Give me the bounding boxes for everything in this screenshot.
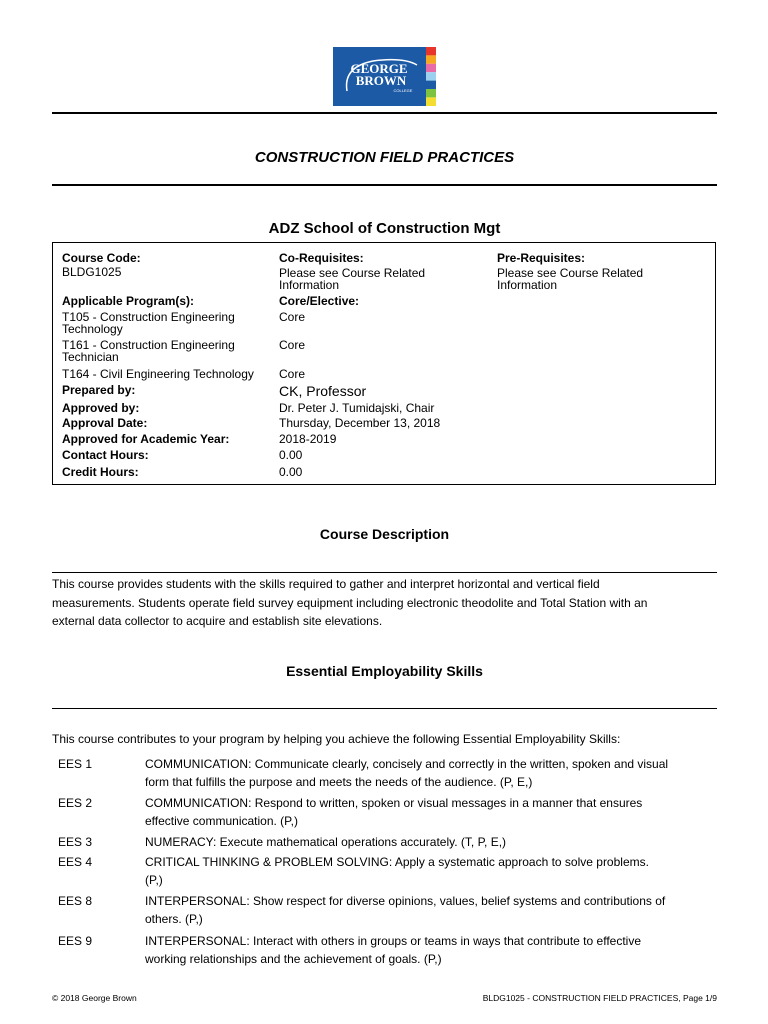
course-code-value: BLDG1025 — [62, 265, 122, 279]
program-3-type: Core — [279, 367, 306, 381]
credit-hours-label: Credit Hours: — [62, 465, 139, 479]
footer-copyright: © 2018 George Brown — [52, 993, 137, 1003]
ees-4-id: EES 4 — [58, 855, 93, 869]
program-1-type: Core — [279, 310, 306, 324]
ees-9-line1: INTERPERSONAL: Interact with others in groups or teams in ways that contribute to effective — [145, 934, 641, 948]
coreq-line1: Please see Course Related — [279, 266, 426, 280]
ees-2-id: EES 2 — [58, 796, 93, 810]
ees-1-id: EES 1 — [58, 757, 93, 771]
ees-4-line1: CRITICAL THINKING & PROBLEM SOLVING: Apply a systematic approach to solve problems. — [145, 855, 649, 869]
coreq-label: Co-Requisites: — [279, 251, 364, 265]
ees-2-line2: effective communication. (P,) — [145, 814, 298, 828]
document-title: CONSTRUCTION FIELD PRACTICES — [254, 149, 515, 166]
program-3-line1: T164 - Civil Engineering Technology — [62, 367, 254, 381]
program-2-line1: T161 - Construction Engineering — [62, 338, 235, 352]
credit-hours-value: 0.00 — [279, 465, 303, 479]
program-2-type: Core — [279, 338, 306, 352]
ees-3-line1: NUMERACY: Execute mathematical operations accurately. (T, P, E,) — [145, 835, 507, 849]
ees-9-id: EES 9 — [58, 934, 93, 948]
ees-heading: Essential Employability Skills — [286, 663, 483, 679]
ees-8-id: EES 8 — [58, 894, 93, 908]
course-description-line3: external data collector to acquire and establish site elevations. — [52, 614, 383, 628]
ees-8-line2: others. (P,) — [145, 912, 203, 926]
prereq-line1: Please see Course Related — [497, 266, 644, 280]
svg-text:COLLEGE: COLLEGE — [393, 88, 413, 93]
programs-label: Applicable Program(s): — [62, 294, 195, 308]
george-brown-logo — [333, 47, 436, 106]
approval-date-label: Approval Date: — [62, 416, 148, 430]
ees-1-line1: COMMUNICATION: Communicate clearly, concisely and correctly in the written, spoken and visual — [145, 757, 669, 771]
course-info-box — [52, 242, 716, 485]
title-rule — [52, 184, 717, 186]
course-code-label: Course Code: — [62, 251, 141, 265]
footer-page-info: BLDG1025 - CONSTRUCTION FIELD PRACTICES, Page 1/9 — [482, 993, 717, 1003]
prepared-by-label: Prepared by: — [62, 383, 136, 397]
contact-hours-value: 0.00 — [279, 448, 303, 462]
ees-3-id: EES 3 — [58, 835, 93, 849]
approval-date-value: Thursday, December 13, 2018 — [279, 416, 441, 430]
top-rule — [52, 112, 717, 114]
academic-year-label: Approved for Academic Year: — [62, 432, 230, 446]
prepared-by-value: CK, Professor — [279, 383, 367, 399]
course-description-line1: This course provides students with the skills required to gather and interpret horizontal and vertical field — [52, 577, 600, 591]
ees-1-line2: form that fulfills the purpose and meets the needs of the audience. (P, E,) — [145, 775, 533, 789]
course-description-line2: measurements. Students operate field survey equipment including electronic theodolite and Total Station with an — [52, 596, 648, 610]
approved-by-label: Approved by: — [62, 401, 140, 415]
ees-2-line1: COMMUNICATION: Respond to written, spoken or visual messages in a manner that ensures — [145, 796, 643, 810]
academic-year-value: 2018-2019 — [279, 432, 337, 446]
ees-rule — [52, 708, 717, 709]
prereq-line2: Information — [497, 278, 558, 292]
program-1-line1: T105 - Construction Engineering — [62, 310, 235, 324]
svg-text:BROWN: BROWN — [355, 73, 407, 88]
prereq-label: Pre-Requisites: — [497, 251, 586, 265]
ees-8-line1: INTERPERSONAL: Show respect for diverse opinions, values, belief systems and contributions of — [145, 894, 666, 908]
ees-9-line2: working relationships and the achievement of goals. (P,) — [145, 952, 442, 966]
program-1-line2: Technology — [62, 322, 123, 336]
program-2-line2: Technician — [62, 350, 119, 364]
ees-4-line2: (P,) — [145, 873, 163, 887]
contact-hours-label: Contact Hours: — [62, 448, 149, 462]
svg-text:GEORGE: GEORGE — [350, 61, 408, 76]
ees-intro: This course contributes to your program by helping you achieve the following Essential Employability Skills: — [52, 732, 621, 746]
core-elective-label: Core/Elective: — [279, 294, 360, 308]
course-description-heading: Course Description — [319, 526, 450, 542]
approved-by-value: Dr. Peter J. Tumidajski, Chair — [279, 401, 435, 415]
coreq-line2: Information — [279, 278, 340, 292]
course-description-rule — [52, 572, 717, 573]
school-name: ADZ School of Construction Mgt — [268, 220, 501, 237]
